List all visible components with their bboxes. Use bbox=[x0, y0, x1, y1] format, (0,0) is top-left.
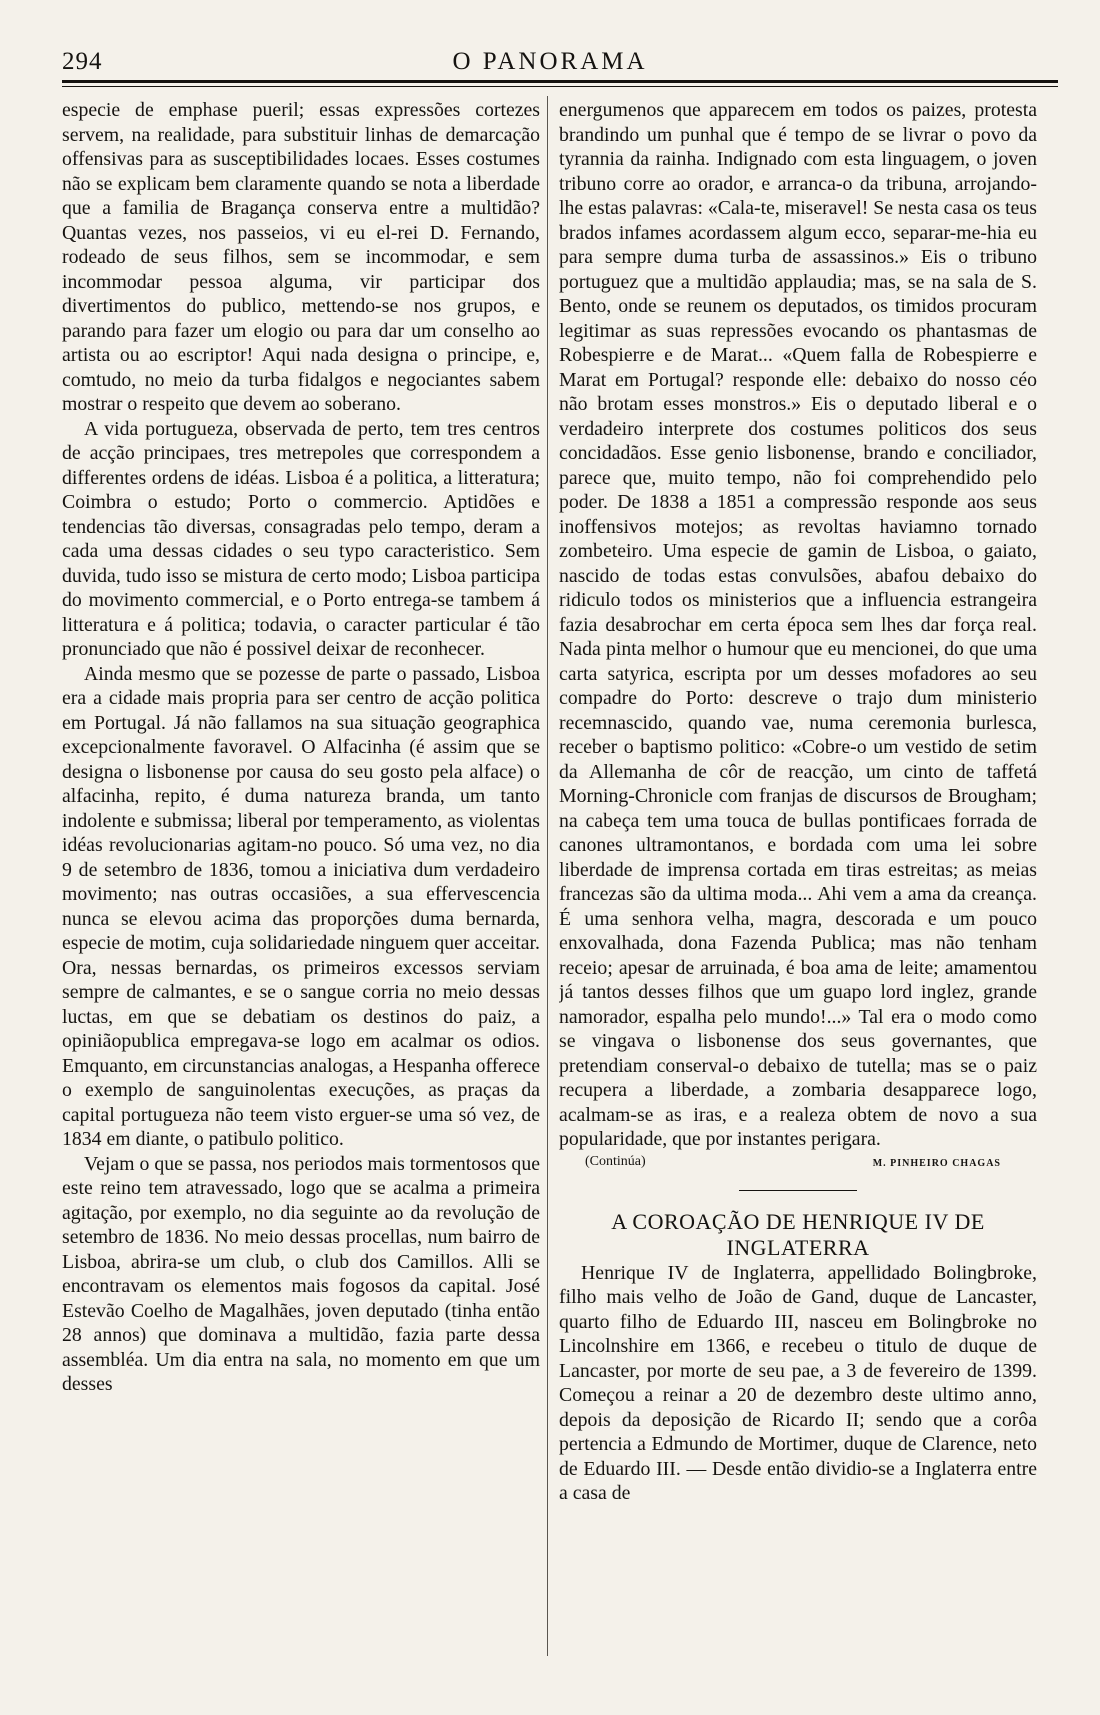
section-separator bbox=[739, 1190, 857, 1191]
left-column bbox=[62, 98, 540, 1698]
paragraph: Vejam o que se passa, nos periodos mais tormentosos que este reino tem atravessado, logo que se acalma a primeira agitação, por exemplo, no dia seguinte ao da revolução de setembro de 1836. No meio dessas procellas, num bairro de Lisboa, abrira-se um club, o club dos Camillos. Alli se encontravam os elementos mais fogosos da capital. José Estevão Coelho de Magalhães, joven deputado (tinha então 28 annos) que dominava a multidão, fazia parte dessa assembléa. Um dia entra na sala, no momento em que um desses bbox=[62, 1152, 540, 1395]
continued-note: (Continúa) bbox=[585, 1153, 646, 1169]
paragraph: energumenos que apparecem em todos os paizes, protesta brandindo um punhal que é tempo de se livrar o povo da tyrannia da rainha. Indignado com esta linguagem, o joven tribuno corre ao orador, e arranca-o da tribuna, arrojando-lhe estas palavras: «Cala-te, miseravel! Se nesta casa os teus brados infames acordassem algum ecco, separar-me-hia eu para sempre duma turba de assassinos.» Eis o tribuno portuguez que a multidão applaudia; mas, se na sala de S. Bento, onde se reunem os deputados, os timidos procuram legitimar as suas repressões evocando os phantasmas de Robespierre e de Marat... «Quem falla de Robespierre e Marat em Portugal? responde elle: debaixo do nosso céo não brotam esses monstros.» Eis o deputado liberal e o verdadeiro interprete dos costumes politicos dos seus concidadãos. Esse genio lisbonense, brando e conciliador, parece que, muito tempo, não foi comprehendido pelo poder. De 1838 a 1851 a compressão responde aos seus inoffensivos motejos; as revoltas haviamno tornado zombeteiro. Uma especie de gamin de Lisboa, o gaiato, nascido de todas estas convulsões, abafou debaixo do ridiculo todos os ministerios que a influencia estrangeira fazia desabrochar em certa época sem lhes dar força real. Nada pinta melhor o humour que eu mencionei, do que uma carta satyrica, escripta por um desses mofadores ao seu compadre do Porto: descreve o trajo dum ministerio recemnascido, quando vae, numa ceremonia burlesca, receber o baptismo politico: «Cobre-o um vestido de setim da Allemanha de côr de reacção, um cinto de taffetá Morning-Chronicle com franjas de discursos de Brougham; na cabeça tem uma touca de bullas pontificaes forrada de canones ultramontanos, e bordada com uma lei sobre liberdade de imprensa cortada em tiras estreitas; as meias francezas são da ultima moda... Ahi vem a ama da creança. É uma senhora velha, magra, descorada e um pouco enxovalhada, dona Fazenda Publica; mas não tenham receio; apesar de arruinada, é boa ama de leite; amamentou já tantos desses filhos que um guapo lord inglez, grande namorador, espalha pelo mundo!...» Tal era o modo como se vingava o lisbonense dos seus governantes, que pretendiam conserval-o debaixo de tutella; mas se o paiz recupera a liberdade, a zombaria desapparece logo, acalmam-se as iras, e a realeza obtem de novo a sua popularidade, que por instantes perigara. bbox=[559, 99, 1037, 1150]
page-header bbox=[0, 44, 1100, 84]
column-divider bbox=[547, 96, 548, 1656]
paragraph: A vida portugueza, observada de perto, tem tres centros de acção principaes, tres metrepoles que correspondem a differentes ordens de idéas. Lisboa é a politica, a litteratura; Coimbra o estudo; Porto o commercio. Aptidões e tendencias tão diversas, consagradas pelo tempo, deram a cada uma dessas cidades o seu typo caracteristico. Sem duvida, tudo isso se mistura de certo modo; Lisboa participa do movimento commercial, e o Porto entrega-se tambem á litteratura e á politica; todavia, o caracter particular é tão pronunciado que não é possivel deixar de reconhecer. bbox=[62, 417, 540, 660]
paragraph: especie de emphase pueril; essas expressões cortezes servem, na realidade, para substituir linhas de demarcação offensivas para as susceptibilidades locaes. Esses costumes não se explicam bem claramente quando se nota a liberdade que a familia de Bragança conserva entre a multidão? Quantas vezes, nos passeios, vi eu el-rei D. Fernando, rodeado de seus filhos, sem se incommodar, e sem incommodar pessoa alguma, vir participar dos divertimentos do publico, mettendo-se nos grupos, e parando para fazer um elogio ou para dar um conselho ao artista ou ao escriptor! Aqui nada designa o principe, e, comtudo, no meio da turba fidalgos e negociantes sabem mostrar o respeito que devem ao soberano. bbox=[62, 99, 540, 415]
paragraph: Ainda mesmo que se pozesse de parte o passado, Lisboa era a cidade mais propria para ser centro de acção politica em Portugal. Já não fallamos na sua situação geographica excepcionalmente favoravel. O Alfacinha (é assim que se designa o lisbonense por causa do seu gosto pela alface) o alfacinha, repito, é duma natureza branda, um tanto indolente e submissa; liberal por temperamento, as violentas idéas revolucionarias agitam-no pouco. Só uma vez, no dia 9 de setembro de 1836, tomou a iniciativa dum verdadeiro movimento; nas outras occasiões, a sua effervescencia nunca se elevou acima das proporções duma bernarda, especie de motim, cuja solidariedade ninguem quer acceitar. Ora, nessas bernardas, os primeiros excessos serviam sempre de calmantes, e se o sangue corria no meio dessas luctas, em que se debatiam os destinos do paiz, a opiniãopublica empregava-se logo em acalmar os odios. Emquanto, em circunstancias analogas, a Hespanha offerece o exemplo de sanguinolentas execuções, as praças da capital portugueza não teem visto erguer-se uma só vez, de 1834 em diante, o patibulo politico. bbox=[62, 662, 540, 1150]
right-column bbox=[559, 98, 1037, 1698]
article-signoff bbox=[559, 1154, 1037, 1176]
header-rule-thick bbox=[62, 80, 1058, 83]
page-number: 294 bbox=[62, 48, 103, 75]
paragraph: Henrique IV de Inglaterra, appellidado Bolingbroke, filho mais velho de João de Gand, duque de Lancaster, quarto filho de Eduardo III, nasceu em Bolingbroke no Lincolnshire em 1366, e recebeu o titulo de duque de Lancaster, por morte de seu pae, a 3 de fevereiro de 1399. Começou a reinar a 20 de dezembro deste ultimo anno, depois da deposição de Ricardo II; sendo que a corôa pertencia a Edmundo de Mortimer, duque de Clarence, neto de Eduardo III. — Desde então dividio-se a Inglaterra entre a casa de bbox=[559, 1261, 1037, 1504]
author-signature: M. PINHEIRO CHAGAS bbox=[872, 1157, 1001, 1169]
header-rule-thin bbox=[62, 86, 1058, 87]
running-title: O PANORAMA bbox=[452, 48, 648, 75]
section-title: A COROAÇÃO DE HENRIQUE IV DE INGLATERRA bbox=[611, 1208, 985, 1260]
